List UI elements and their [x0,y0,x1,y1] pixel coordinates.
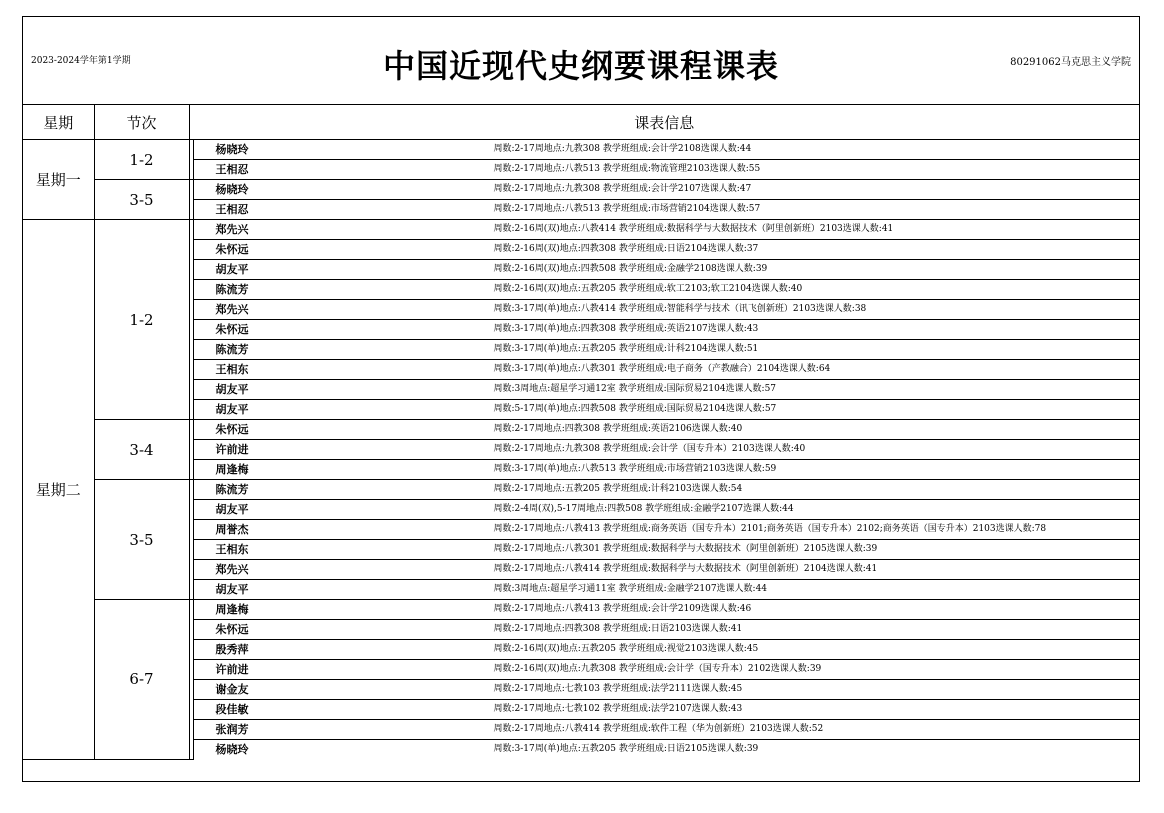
entry-cell [193,480,1139,500]
title-row [23,17,1139,105]
day-label: 星期二 [23,220,94,760]
entry-cell [193,400,1139,420]
table-row [23,480,1139,500]
entry-cell [193,500,1139,520]
entry-cell [193,320,1139,340]
entry-cell [193,660,1139,680]
schedule-sheet [22,16,1140,782]
period-label: 1-2 [94,220,189,420]
teacher-name: 杨晓玲 [215,143,249,156]
entry-cell [193,360,1139,380]
course-info: 周数:2-17周地点:七教103 教学班组成:法学2111选课人数:45 [493,684,743,694]
entry-cell [193,240,1139,260]
course-info: 周数:2-17周地点:八教413 教学班组成:会计学2109选课人数:46 [493,604,752,614]
teacher-name: 周逢梅 [215,463,249,476]
header-row [23,105,1139,140]
entry-cell [193,420,1139,440]
teacher-name: 张润芳 [215,723,249,736]
entry-cell [193,160,1139,180]
course-info: 周数:2-16周(双)地点:四教308 教学班组成:日语2104选课人数:37 [493,244,759,254]
teacher-name: 王相忍 [215,203,249,216]
entry-cell [193,740,1139,760]
teacher-name: 朱怀远 [215,323,249,336]
entry-cell [193,220,1139,240]
course-info: 周数:5-17周(单)地点:四教508 教学班组成:国际贸易2104选课人数:57 [493,404,777,414]
course-info: 周数:2-16周(双)地点:五教205 教学班组成:软工2103;软工2104选课人数:40 [493,284,803,294]
course-info: 周数:2-16周(双)地点:五教205 教学班组成:视觉2103选课人数:45 [493,644,759,654]
course-info: 周数:3-17周(单)地点:五教205 教学班组成:计科2104选课人数:51 [493,344,759,354]
column-header-period: 节次 [94,105,189,140]
course-info: 周数:3-17周(单)地点:四教308 教学班组成:英语2107选课人数:43 [493,324,759,334]
teacher-name: 朱怀远 [215,243,249,256]
period-label: 3-5 [94,180,189,220]
course-info: 周数:2-17周地点:七教102 教学班组成:法学2107选课人数:43 [493,704,743,714]
schedule-table [23,105,1139,760]
period-label: 6-7 [94,600,189,760]
course-info: 周数:2-16周(双)地点:九教308 教学班组成:会计学（国专升本）2102选课人数:39 [493,664,822,674]
course-info: 周数:3周地点:超星学习通11室 教学班组成:金融学2107选课人数:44 [493,584,768,594]
teacher-name: 许前进 [215,443,249,456]
course-info: 周数:3-17周(单)地点:八教513 教学班组成:市场营销2103选课人数:59 [493,464,777,474]
teacher-name: 胡友平 [215,583,249,596]
teacher-name: 朱怀远 [215,623,249,636]
entry-cell [193,560,1139,580]
table-row [23,180,1139,200]
entry-cell [193,260,1139,280]
entry-cell [193,300,1139,320]
entry-cell [193,540,1139,560]
entry-cell [193,200,1139,220]
entry-cell [193,600,1139,620]
course-info: 周数:2-17周地点:九教308 教学班组成:会计学2108选课人数:44 [493,144,752,154]
course-info: 周数:3-17周(单)地点:五教205 教学班组成:日语2105选课人数:39 [493,744,759,754]
course-info: 周数:2-4周(双),5-17周地点:四教508 教学班组成:金融学2107选课人数:44 [493,504,794,514]
teacher-name: 杨晓玲 [215,743,249,756]
entry-cell [193,580,1139,600]
course-info: 周数:2-17周地点:五教205 教学班组成:计科2103选课人数:54 [493,484,743,494]
course-code: 80291062马克思主义学院 [1010,57,1131,68]
teacher-name: 胡友平 [215,383,249,396]
period-label: 1-2 [94,140,189,180]
column-header-info: 课表信息 [189,105,1139,140]
table-row [23,220,1139,240]
teacher-name: 郑先兴 [215,563,249,576]
teacher-name: 郑先兴 [215,223,249,236]
teacher-name: 朱怀远 [215,423,249,436]
course-info: 周数:3-17周(单)地点:八教414 教学班组成:智能科学与技术（讯飞创新班）2103选课人数:38 [493,304,867,314]
entry-cell [193,280,1139,300]
entry-cell [193,380,1139,400]
teacher-name: 杨晓玲 [215,183,249,196]
teacher-name: 胡友平 [215,263,249,276]
entry-cell [193,520,1139,540]
entry-cell [193,620,1139,640]
entry-cell [193,140,1139,160]
schedule-body [23,105,1139,759]
teacher-name: 陈流芳 [215,283,249,296]
term-label: 2023-2024学年第1学期 [31,56,131,66]
entry-cell [193,460,1139,480]
course-info: 周数:3-17周(单)地点:八教301 教学班组成:电子商务（产教融合）2104选课人数:64 [493,364,831,374]
teacher-name: 陈流芳 [215,483,249,496]
teacher-name: 陈流芳 [215,343,249,356]
table-row [23,600,1139,620]
course-info: 周数:2-17周地点:八教513 教学班组成:市场营销2104选课人数:57 [493,204,761,214]
teacher-name: 周誉杰 [215,523,249,536]
teacher-name: 郑先兴 [215,303,249,316]
entry-cell [193,440,1139,460]
course-info: 周数:2-16周(双)地点:四教508 教学班组成:金融学2108选课人数:39 [493,264,768,274]
course-info: 周数:2-16周(双)地点:八教414 教学班组成:数据科学与大数据技术（阿里创新班）2103选课人数:41 [493,224,894,234]
entry-cell [193,700,1139,720]
course-info: 周数:2-17周地点:八教413 教学班组成:商务英语（国专升本）2101;商务英语（国专升本）2102;商务英语（国专升本）2103选课人数:78 [493,524,1047,534]
entry-cell [193,680,1139,700]
teacher-name: 许前进 [215,663,249,676]
column-header-day: 星期 [23,105,94,140]
period-label: 3-5 [94,480,189,600]
teacher-name: 谢金友 [215,683,249,696]
course-info: 周数:2-17周地点:八教513 教学班组成:物流管理2103选课人数:55 [493,164,761,174]
teacher-name: 胡友平 [215,503,249,516]
entry-cell [193,720,1139,740]
course-info: 周数:2-17周地点:八教414 教学班组成:软件工程（华为创新班）2103选课人数:52 [493,724,824,734]
teacher-name: 王相东 [215,543,249,556]
teacher-name: 段佳敏 [215,703,249,716]
day-label: 星期一 [23,140,94,220]
teacher-name: 王相东 [215,363,249,376]
page-title: 中国近现代史纲要课程课表 [382,47,779,85]
entry-cell [193,640,1139,660]
course-info: 周数:3周地点:超星学习通12室 教学班组成:国际贸易2104选课人数:57 [493,384,777,394]
course-info: 周数:2-17周地点:九教308 教学班组成:会计学2107选课人数:47 [493,184,752,194]
teacher-name: 胡友平 [215,403,249,416]
teacher-name: 周逢梅 [215,603,249,616]
course-info: 周数:2-17周地点:八教301 教学班组成:数据科学与大数据技术（阿里创新班）2105选课人数:39 [493,544,878,554]
teacher-name: 殷秀萍 [215,643,249,656]
teacher-name: 王相忍 [215,163,249,176]
table-row [23,140,1139,160]
course-info: 周数:2-17周地点:四教308 教学班组成:英语2106选课人数:40 [493,424,743,434]
course-info: 周数:2-17周地点:四教308 教学班组成:日语2103选课人数:41 [493,624,743,634]
course-info: 周数:2-17周地点:八教414 教学班组成:数据科学与大数据技术（阿里创新班）2104选课人数:41 [493,564,878,574]
entry-cell [193,180,1139,200]
period-label: 3-4 [94,420,189,480]
entry-cell [193,340,1139,360]
table-row [23,420,1139,440]
course-info: 周数:2-17周地点:九教308 教学班组成:会计学（国专升本）2103选课人数:40 [493,444,806,454]
